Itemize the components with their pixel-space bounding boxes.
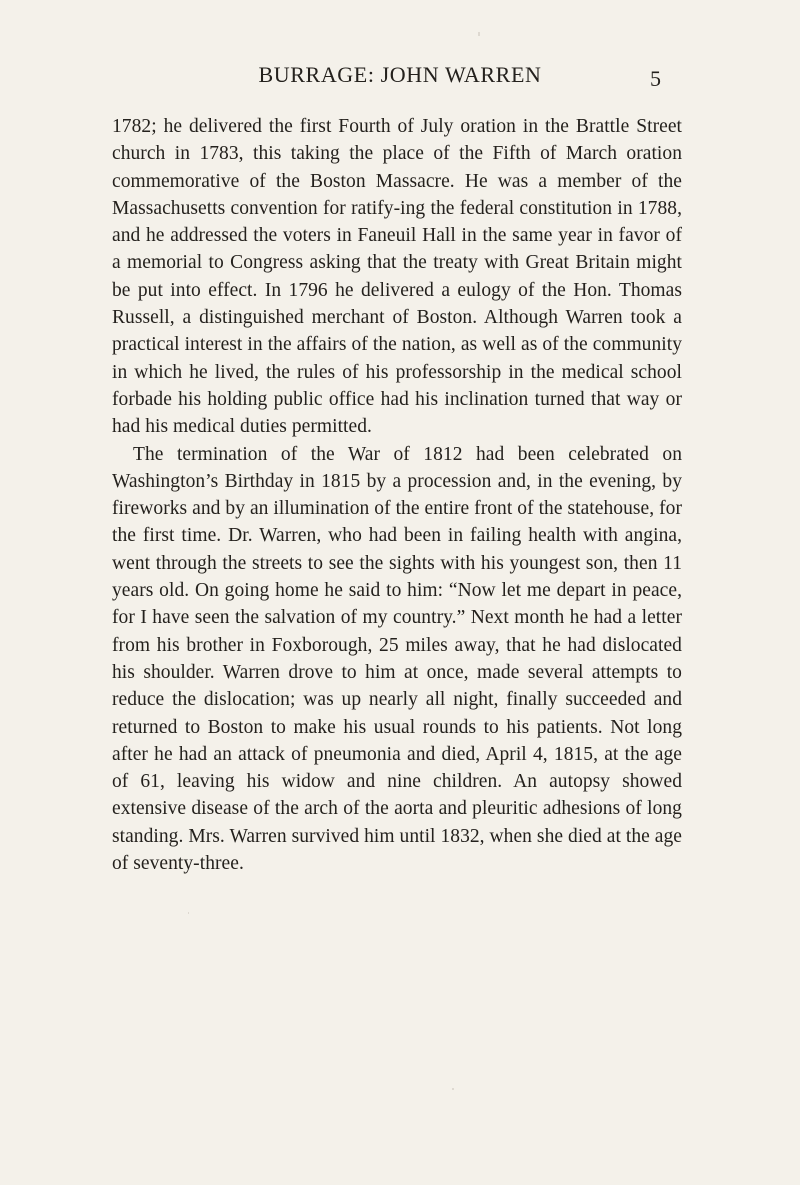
scan-mark	[188, 912, 189, 914]
paragraph-1: 1782; he delivered the first Fourth of July oration in the Brattle Street church in 1783, this taking the place of the Fifth of March oration commemorative of the Boston Massacre. He was a member of the Massachusetts convention for ratify-ing the federal constitution in 1788, and he addressed the voters in Faneuil Hall in the same year in favor of a memorial to Congress asking that the treaty with Great Britain might be put into effect. In 1796 he delivered a eulogy of the Hon. Thomas Russell, a distinguished merchant of Boston. Although Warren took a practical interest in the affairs of the nation, as well as of the community in which he lived, the rules of his professorship in the medical school forbade his holding public office had his inclination turned that way or had his medical duties permitted.	[112, 116, 682, 438]
page-number: 5	[650, 66, 661, 91]
paragraph-2: The termination of the War of 1812 had been celebrated on Washington’s Birthday in 1815 by a procession and, in the evening, by fireworks and by an illumination of the entire front of the statehouse, for the first time. Dr. Warren, who had been in failing health with angina, went through the streets to see the sights with his youngest son, then 11 years old. On going home he said to him: “Now let me depart in peace, for I have seen the salvation of my country.” Next month he had a letter from his brother in Foxborough, 25 miles away, that he had dislocated his shoulder. Warren drove to him at once, made several attempts to reduce the dislocation; was up nearly all night, finally succeeded and returned to Boston to make his usual rounds to his patients. Not long after he had an attack of pneumonia and died, April 4, 1815, at the age of 61, leaving his widow and nine children. An autopsy showed extensive disease of the arch of the aorta and pleuritic adhesions of long standing. Mrs. Warren survived him until 1832, when she died at the age of seventy-three.	[112, 443, 682, 875]
scan-mark	[478, 32, 480, 36]
body-text	[112, 113, 682, 877]
running-header-title: BURRAGE: JOHN WARREN	[258, 62, 542, 87]
scan-mark	[452, 1088, 454, 1090]
